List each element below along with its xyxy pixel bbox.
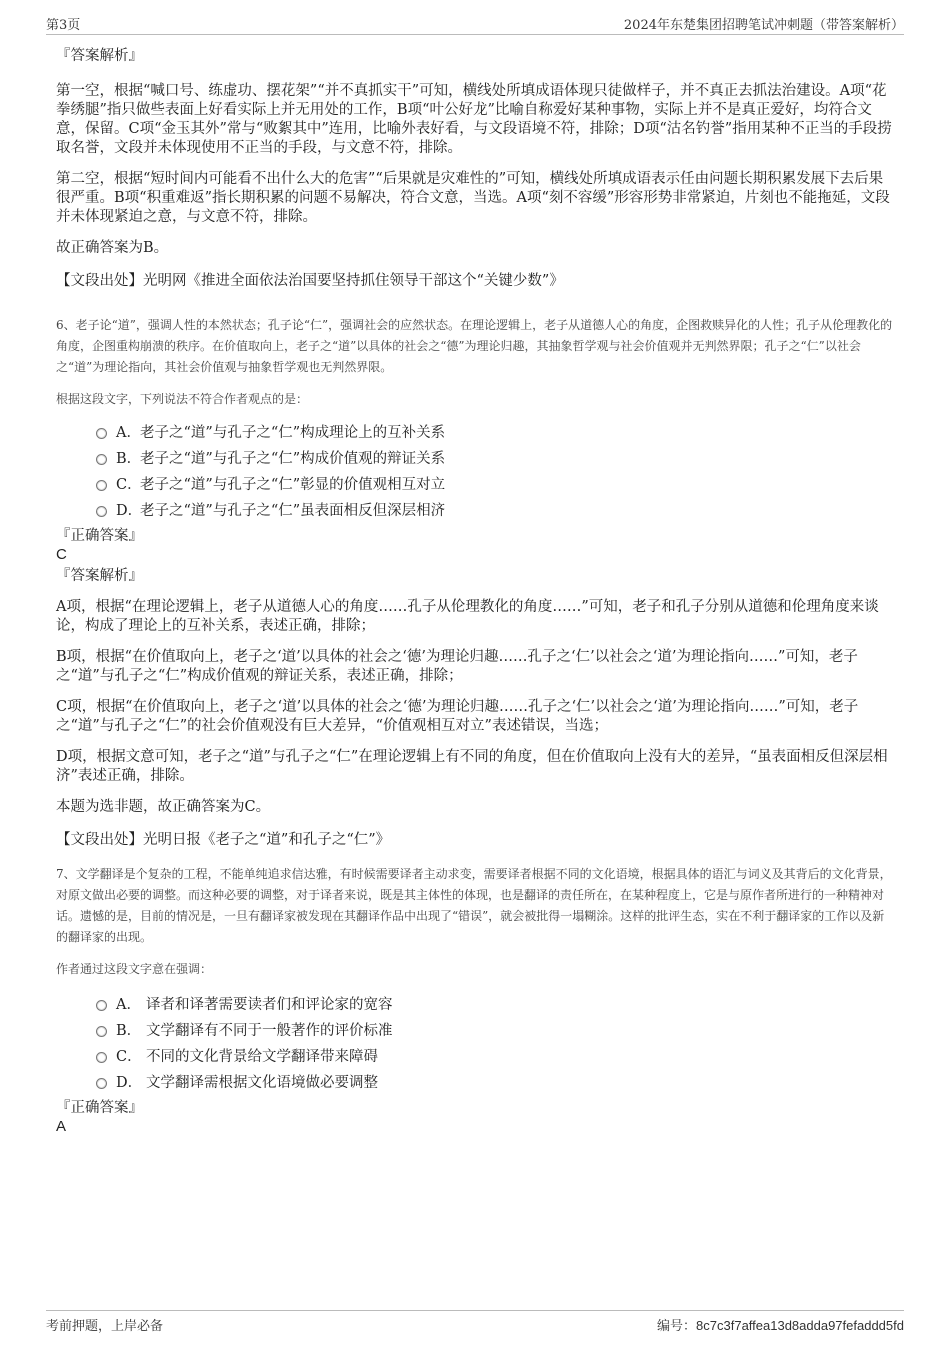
radio-button[interactable] [96,480,107,491]
q7-option-b[interactable]: B． 文学翻译有不同于一般著作的评价标准 [56,1016,896,1042]
q7-correct-label: 『正确答案』 [56,1100,143,1116]
q6-analysis-a: A项，根据“在理论逻辑上，老子从道德人心的角度……孔子从伦理教化的角度……”可知，老子和孔子分别从道德和伦理角度来谈论，构成了理论上的互补关系，表述正确，排除； [56,599,879,634]
q7-option-d[interactable]: D． 文学翻译需根据文化语境做必要调整 [56,1068,896,1094]
q6-option-a[interactable]: A． 老子之“道”与孔子之“仁”构成理论上的互补关系 [56,418,896,444]
q6-options [56,418,896,522]
page-number: 第3页 [46,18,81,33]
q5-conclusion: 故正确答案为B。 [56,240,169,256]
radio-button[interactable] [96,506,107,517]
page-content [56,44,896,1136]
radio-button[interactable] [96,454,107,465]
q6-analysis-b: B项，根据“在价值取向上，老子之‘道’以具体的社会之‘德’为理论归趣……孔子之‘仁’以社会之‘道’为理论指向……”可知，老子之“道”与孔子之“仁”构成价值观的辩证关系，表述正确，排除； [56,649,858,684]
radio-button[interactable] [96,1026,107,1037]
q7-prompt: 作者通过这段文字意在强调： [56,962,213,976]
q6-correct-answer: C [56,546,67,563]
q6-analysis-d: D项，根据文意可知，老子之“道”与孔子之“仁”在理论逻辑上有不同的角度，但在价值取向上没有大的差异，“虽表面相反但深层相济”表述正确，排除。 [56,749,888,784]
q7-option-a[interactable]: A． 译者和译著需要读者们和评论家的宽容 [56,990,896,1016]
q6-correct-label: 『正确答案』 [56,528,143,544]
radio-button[interactable] [96,428,107,439]
q6-source: 【文段出处】光明日报《老子之“道”和孔子之“仁”》 [56,832,391,848]
footer-slogan: 考前押题，上岸必备 [46,1319,164,1334]
q5-source: 【文段出处】光明网《推进全面依法治国要坚持抓住领导干部这个“关键少数”》 [56,273,564,289]
radio-button[interactable] [96,1052,107,1063]
q6-prompt: 根据这段文字，下列说法不符合作者观点的是： [56,392,309,406]
document-id: 编号：8c7c3f7affea13d8adda97fefaddd5fd [657,1318,904,1333]
q5-analysis-para-1: 第一空，根据“喊口号、练虚功、摆花架”“并不真抓实干”可知，横线处所填成语体现只徒做样子，并不真正去抓法治建设。A项“花拳绣腿”指只做些表面上好看实际上并无用处的工作，B项“叶公好龙”比喻自称爱好某种事物，实际上并不是真正爱好，均符合文意，保留。C项“金玉其外”常与“败絮其中”连用，比喻外表好看，与文段语境不符，排除；D项“沽名钓誉”指用某种不正当的手段捞取名誉，文段并未体现使用不正当的手段，与文意不符，排除。 [56,83,892,156]
q5-analysis-label: 『答案解析』 [56,48,143,64]
q6-analysis-label: 『答案解析』 [56,568,143,584]
radio-button[interactable] [96,1000,107,1011]
q7-correct-answer: A [56,1118,67,1135]
q5-analysis-para-2: 第二空，根据“短时间内可能看不出什么大的危害”“后果就是灾难性的”可知，横线处所填成语表示任由问题长期积累发展下去后果很严重。B项“积重难返”指长期积累的问题不易解决，符合文意，当选。A项“刻不容缓”形容形势非常紧迫，片刻也不能拖延，文段并未体现紧迫之意，与文意不符，排除。 [56,171,890,225]
radio-button[interactable] [96,1078,107,1089]
q6-option-d[interactable]: D． 老子之“道”与孔子之“仁”虽表面相反但深层相济 [56,496,896,522]
page-header [46,12,904,35]
document-title: 2024年东楚集团招聘笔试冲刺题（带答案解析） [623,18,904,33]
q6-conclusion: 本题为选非题，故正确答案为C。 [56,799,271,815]
page-footer [46,1310,904,1333]
q7-stem: 7、文学翻译是个复杂的工程，不能单纯追求信达雅，有时候需要译者主动求变，需要译者根据不同的文化语境，根据具体的语汇与词义及其背后的文化背景，对原文做出必要的调整。而这种必要的调整，对于译者来说，既是其主体性的体现，也是翻译的责任所在，在某种程度上，它是与原作者所进行的一种精神对话。遗憾的是，目前的情况是，一旦有翻译家被发现在其翻译作品中出现了“错误”，就会被批得一塌糊涂。这样的批评生态，实在不利于翻译家的工作以及新的翻译家的出现。 [56,867,892,944]
q6-option-c[interactable]: C． 老子之“道”与孔子之“仁”彰显的价值观相互对立 [56,470,896,496]
q6-option-b[interactable]: B． 老子之“道”与孔子之“仁”构成价值观的辩证关系 [56,444,896,470]
q7-option-c[interactable]: C． 不同的文化背景给文学翻译带来障碍 [56,1042,896,1068]
q7-options [56,990,896,1094]
q6-stem: 6、老子论“道”，强调人性的本然状态；孔子论“仁”，强调社会的应然状态。在理论逻辑上，老子从道德人心的角度，企图救赎异化的人性；孔子从伦理教化的角度，企图重构崩溃的秩序。在价值取向上，老子之“道”以具体的社会之“德”为理论归趣，其抽象哲学观与社会价值观并无判然界限；孔子之“仁”以社会之“道”为理论指向，其社会价值观与抽象哲学观也无判然界限。 [56,318,893,374]
q6-analysis-c: C项，根据“在价值取向上，老子之‘道’以具体的社会之‘德’为理论归趣……孔子之‘仁’以社会之‘道’为理论指向……”可知，老子之“道”与孔子之“仁”的社会价值观没有巨大差异，“价值观相互对立”表述错误，当选； [56,699,859,734]
